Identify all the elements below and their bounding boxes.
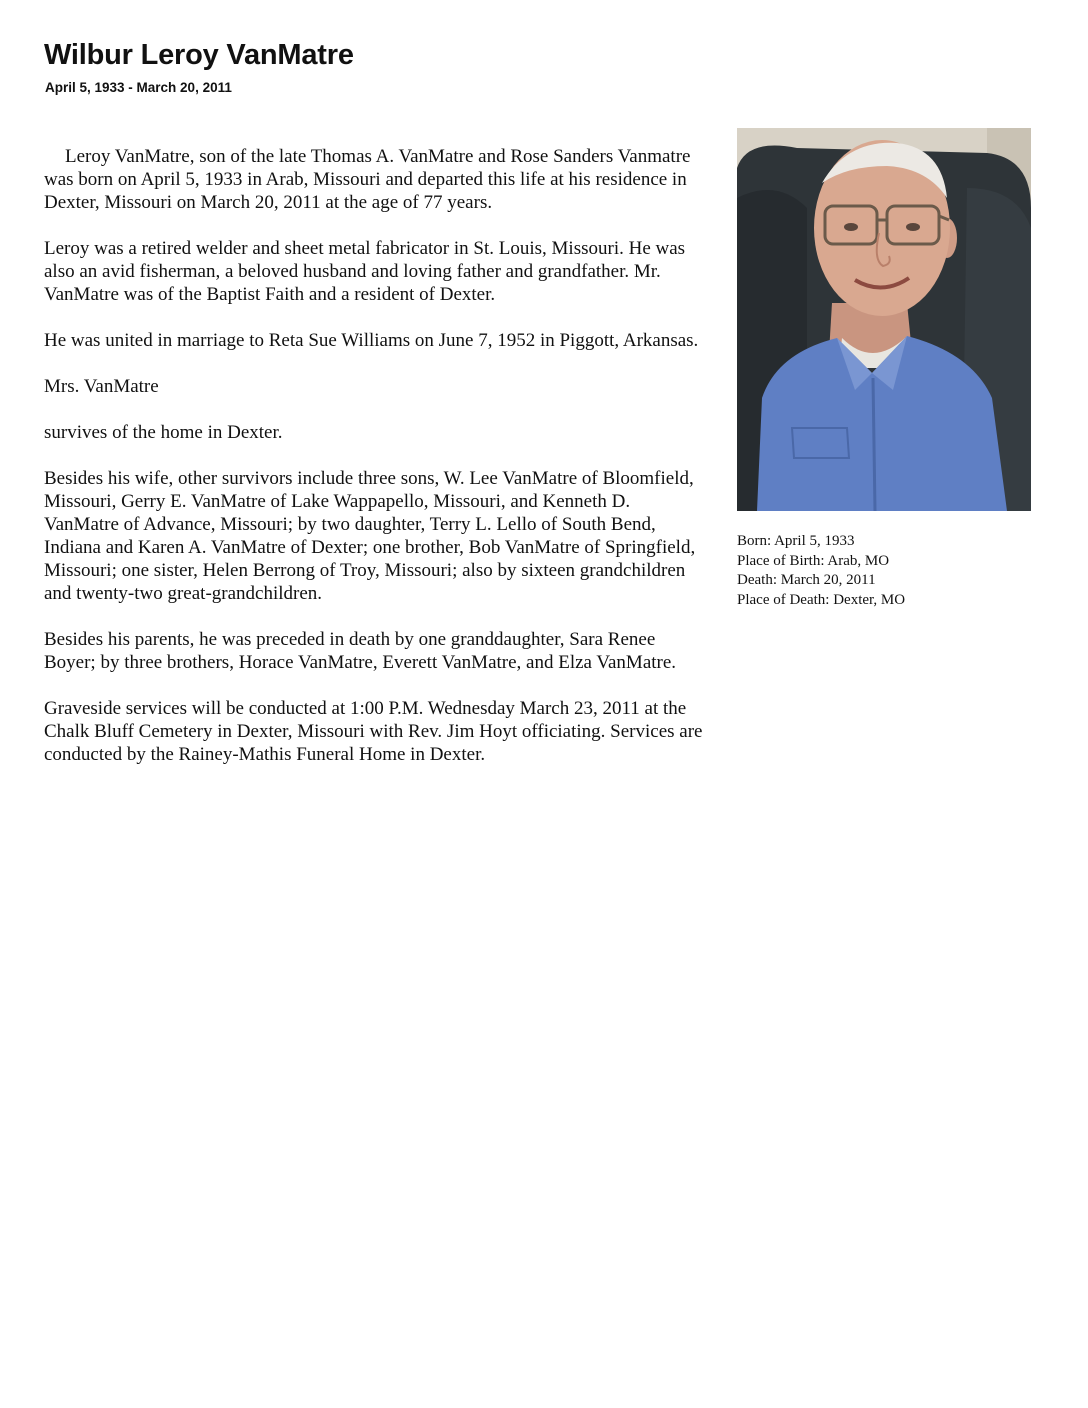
obituary-paragraph: Leroy was a retired welder and sheet metal fabricator in St. Louis, Missouri. He was also an avid fisherman, a beloved husband and loving father and grandfather. Mr. VanMatre was of the Baptist Faith and a resident of Dexter. xyxy=(44,238,686,305)
place-of-death: Place of Death: Dexter, MO xyxy=(737,591,906,608)
obituary-paragraph: He was united in marriage to Reta Sue Williams on June 7, 1952 in Piggott, Arkansas. xyxy=(44,330,699,351)
obituary-paragraph: Besides his wife, other survivors include three sons, W. Lee VanMatre of Bloomfield, Missouri, Gerry E. VanMatre of Lake Wappapello, Missouri, and Kenneth D. VanMatre of Advance, Missouri; by two daughter, Terry L. Lello of South Bend, Indiana and Karen A. VanMatre of Dexter; one brother, Bob VanMatre of Springfield, Missouri; one sister, Helen Berrong of Troy, Missouri; also by sixteen grandchildren and twenty-two great-grandchildren. xyxy=(44,468,696,604)
born-date: Born: April 5, 1933 xyxy=(737,533,855,549)
obituary-paragraph: Besides his parents, he was preceded in death by one granddaughter, Sara Renee Boyer; by three brothers, Horace VanMatre, Everett VanMatre, and Elza VanMatre. xyxy=(44,629,677,673)
obituary-paragraph: survives of the home in Dexter. xyxy=(44,422,283,443)
obituary-paragraph: Graveside services will be conducted at 1:00 P.M. Wednesday March 23, 2011 at the Chalk Bluff Cemetery in Dexter, Missouri with Rev. Jim Hoyt officiating. Services are conducted by the Rainey-Mathis Funeral Home in Dexter. xyxy=(44,698,703,765)
portrait-illustration xyxy=(737,128,1031,511)
death-date: Death: March 20, 2011 xyxy=(737,572,876,588)
obituary-paragraph: Leroy VanMatre, son of the late Thomas A. VanMatre and Rose Sanders Vanmatre was born on April 5, 1933 in Arab, Missouri and departed this life at his residence in Dexter, Missouri on March 20, 2011 at the age of 77 years. xyxy=(44,146,691,213)
place-of-birth: Place of Birth: Arab, MO xyxy=(737,552,890,569)
portrait-photo xyxy=(737,128,1031,511)
life-dates: April 5, 1933 - March 20, 2011 xyxy=(45,80,232,95)
obituary-paragraph: Mrs. VanMatre xyxy=(44,376,159,397)
obituary-body xyxy=(44,145,704,789)
page-title: Wilbur Leroy VanMatre xyxy=(44,39,354,71)
vital-facts xyxy=(737,532,905,610)
